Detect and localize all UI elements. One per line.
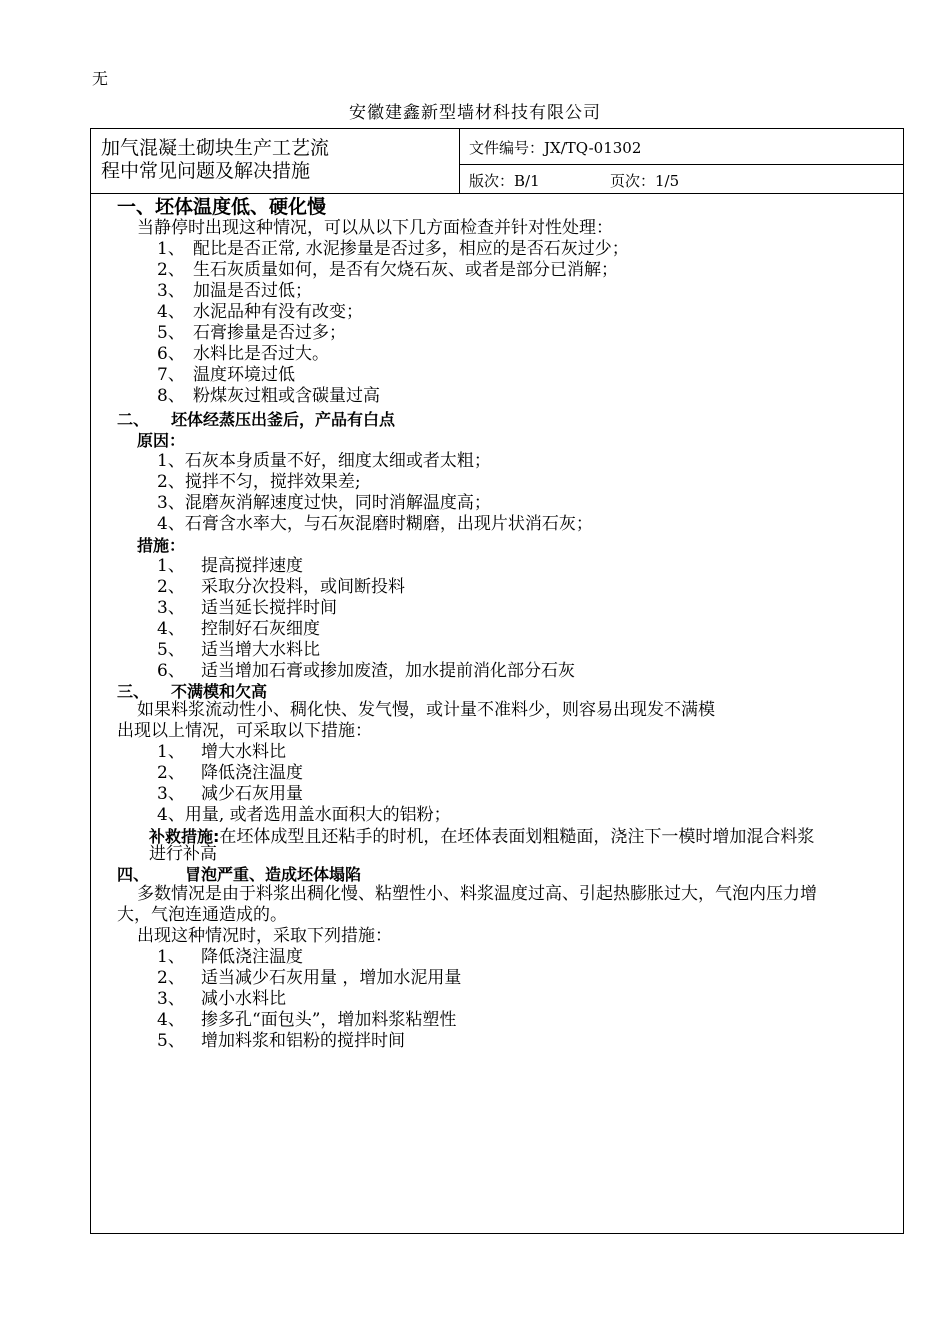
list-item-number: 6、: [157, 661, 185, 681]
list-item: [157, 344, 329, 365]
list-item: 3、混磨灰消解速度过快，同时消解温度高；: [157, 493, 491, 513]
list-item: [157, 763, 303, 784]
list-item: [157, 598, 337, 619]
list-item: [157, 947, 303, 968]
company-name: 安徽建鑫新型墙材科技有限公司: [349, 103, 601, 123]
list-item-text: 配比是否正常, 水泥掺量是否过多，相应的是否石灰过少；: [193, 239, 629, 259]
list-item-text: 增加料浆和铝粉的搅拌时间: [201, 1031, 405, 1051]
section-2-heading-text: 坯体经蒸压出釜后，产品有白点: [171, 410, 396, 429]
list-item-number: 7、: [157, 365, 185, 385]
list-item-number: 4、: [157, 619, 185, 639]
section-2-cause-label: 原因：: [137, 431, 186, 450]
doc-number: 文件编号：JX/TQ-01302: [469, 139, 642, 157]
list-item: [157, 302, 363, 323]
list-item-number: 6、: [157, 344, 185, 364]
section-3-remedy-label: 补救措施:: [149, 827, 220, 846]
list-item-number: 4、: [157, 302, 185, 322]
document-frame: [90, 128, 904, 1234]
list-item-text: 水泥品种有没有改变；: [193, 302, 363, 322]
list-item: [157, 281, 312, 302]
list-item: [157, 742, 286, 763]
list-item-number: 5、: [157, 323, 185, 343]
list-item-number: 1、: [157, 947, 185, 967]
section-3-remedy-cont: 进行补高: [149, 844, 217, 864]
list-item-text: 适当增大水料比: [201, 640, 320, 660]
section-2-measure-label: 措施：: [137, 536, 186, 555]
section-2-heading: [117, 409, 395, 430]
list-item-number: 2、: [157, 260, 185, 280]
list-item-number: 3、: [157, 989, 185, 1009]
document-title: [101, 137, 329, 183]
list-item-number: 3、: [157, 598, 185, 618]
list-item-number: 2、: [157, 577, 185, 597]
section-4-heading-num: 四、: [117, 865, 150, 884]
list-item: [157, 968, 461, 989]
list-item-number: 1、: [157, 556, 185, 576]
section-3-remedy-text: 在坯体成型且还粘手的时机，在坯体表面划粗糙面，浇注下一模时增加混合料浆: [219, 827, 815, 847]
list-item: [157, 239, 629, 260]
section-3-heading: [117, 681, 267, 702]
list-item-text: 生石灰质量如何，是否有欠烧石灰、或者是部分已消解；: [193, 260, 618, 280]
list-item-text: 提高搅拌速度: [201, 556, 303, 576]
section-3-heading-text: 不满模和欠高: [171, 682, 268, 701]
section-4-heading: [117, 864, 361, 885]
page-number: 页次：1/5: [610, 172, 680, 190]
section-4-intro-2: 大，气泡连通造成的。: [117, 905, 287, 925]
list-item: [157, 386, 380, 407]
list-item-text: 减少石灰用量: [201, 784, 303, 804]
list-item: [157, 661, 575, 682]
section-3-heading-num: 三、: [117, 682, 150, 701]
section-2-heading-num: 二、: [117, 410, 150, 429]
list-item: [157, 260, 618, 281]
list-item: [157, 365, 295, 386]
list-item-text: 降低浇注温度: [201, 947, 303, 967]
list-item-number: 8、: [157, 386, 185, 406]
section-4-intro-3: 出现这种情况时，采取下列措施：: [137, 926, 392, 946]
list-item: 1、石灰本身质量不好，细度太细或者太粗；: [157, 451, 491, 471]
title-cell: [91, 129, 460, 194]
list-item-text: 适当减少石灰用量 ，增加水泥用量: [201, 968, 462, 988]
list-item-number: 2、: [157, 968, 185, 988]
list-item: [157, 640, 320, 661]
list-item: [157, 1010, 456, 1031]
list-item-text: 水料比是否过大。: [193, 344, 329, 364]
list-item-text: 适当增加石膏或掺加废渣，加水提前消化部分石灰: [201, 661, 575, 681]
corner-mark: 无: [92, 69, 109, 88]
list-item-number: 5、: [157, 1031, 185, 1051]
list-item-text: 控制好石灰细度: [201, 619, 320, 639]
list-item: [157, 577, 405, 598]
title-line-2: 程中常见问题及解决措施: [101, 160, 311, 182]
list-item-number: 3、: [157, 281, 185, 301]
list-item-number: 1、: [157, 239, 185, 259]
list-item-number: 3、: [157, 784, 185, 804]
list-item: [157, 1031, 405, 1052]
section-3-intro-2: 出现以上情况，可采取以下措施：: [117, 721, 372, 741]
list-item-number: 4、: [157, 1010, 185, 1030]
list-item: [157, 556, 303, 577]
section-1-intro: 当静停时出现这种情况，可以从以下几方面检查并针对性处理：: [137, 218, 613, 238]
list-item: [157, 619, 320, 640]
list-item-text: 温度环境过低: [193, 365, 295, 385]
section-1-heading: 一、坯体温度低、硬化慢: [117, 196, 327, 218]
section-3-intro-1: 如果料浆流动性小、稠化快、发气慢，或计量不准料少，则容易出现发不满模: [137, 700, 715, 720]
list-item-text: 适当延长搅拌时间: [201, 598, 337, 618]
list-item-text: 石膏掺量是否过多；: [193, 323, 346, 343]
list-item: [157, 989, 286, 1010]
list-item: [157, 323, 346, 344]
list-item: 4、石膏含水率大，与石灰混磨时糊磨，出现片状消石灰；: [157, 514, 593, 534]
list-item-text: 掺多孔“面包头”，增加料浆粘塑性: [201, 1010, 457, 1030]
version: 版次：B/1: [469, 172, 540, 190]
list-item-text: 降低浇注温度: [201, 763, 303, 783]
list-item: [157, 784, 303, 805]
list-item-text: 采取分次投料，或间断投料: [201, 577, 405, 597]
section-4-heading-text: 冒泡严重、造成坯体塌陷: [185, 865, 362, 884]
section-4-intro-1: 多数情况是由于料浆出稠化慢、粘塑性小、料浆温度过高、引起热膨胀过大，气泡内压力增: [137, 884, 817, 904]
list-item: 2、搅拌不匀，搅拌效果差;: [157, 472, 361, 492]
list-item-text: 粉煤灰过粗或含碳量过高: [193, 386, 380, 406]
version-cell: [460, 165, 903, 194]
list-item-number: 5、: [157, 640, 185, 660]
list-item-text: 增大水料比: [201, 742, 286, 762]
list-item-text: 加温是否过低；: [193, 281, 312, 301]
list-item-number: 1、: [157, 742, 185, 762]
section-3-remedy: [149, 826, 814, 848]
list-item-number: 2、: [157, 763, 185, 783]
list-item-text: 减小水料比: [201, 989, 286, 1009]
doc-number-cell: [460, 129, 903, 165]
title-line-1: 加气混凝土砌块生产工艺流: [101, 137, 330, 159]
section-3-item-4: 4、用量, 或者选用盖水面积大的铝粉；: [157, 805, 451, 825]
